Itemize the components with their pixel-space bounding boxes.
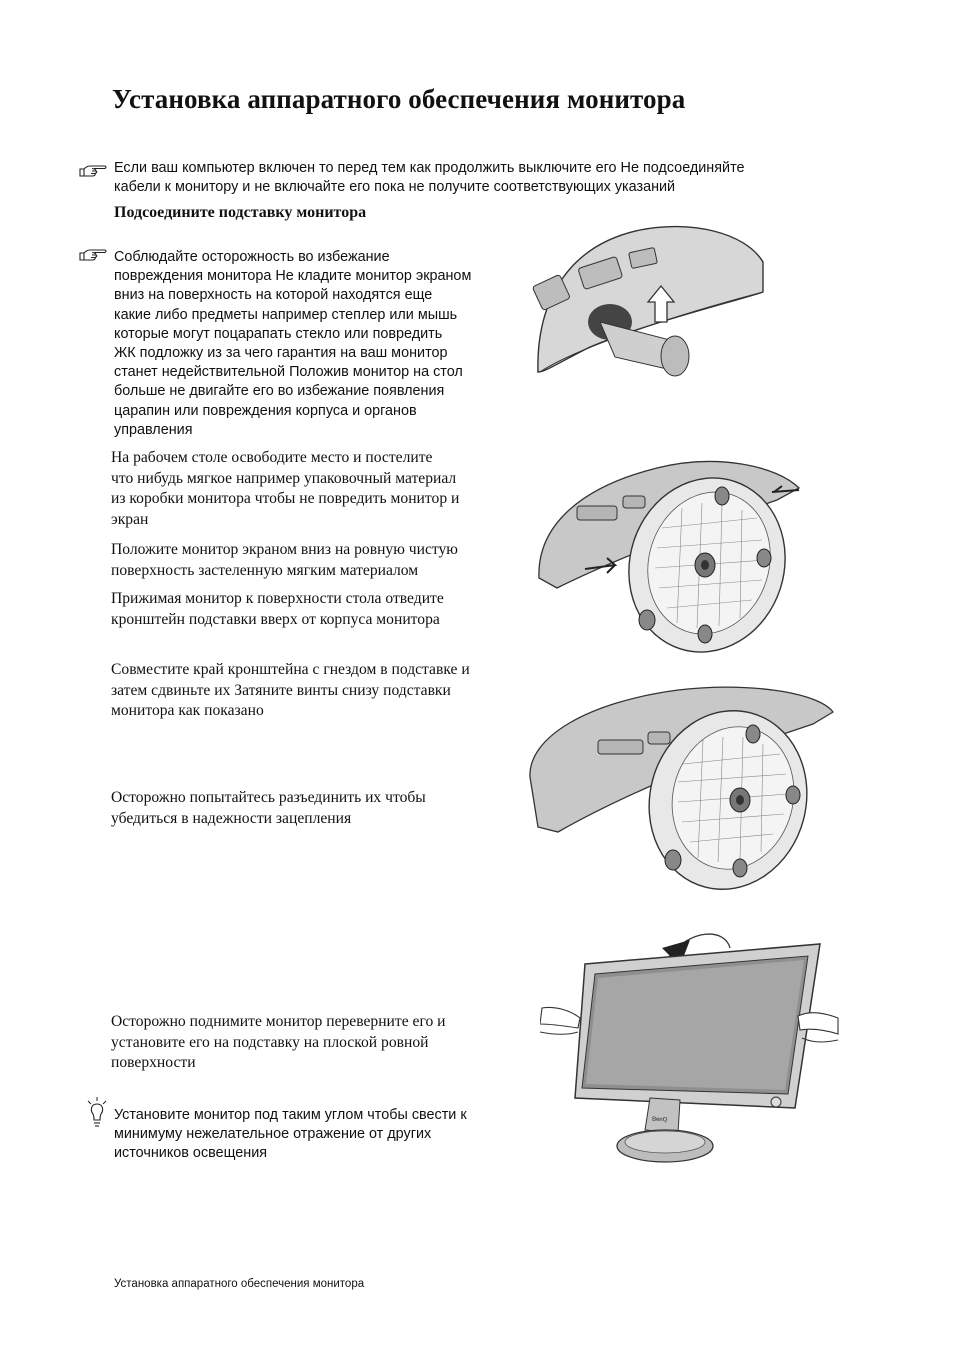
page-title: Установка аппаратного обеспечения монитора — [112, 84, 686, 114]
note-line: которые могут поцарапать стекло или повредить — [114, 325, 443, 342]
step-line: Прижимая монитор к поверхности стола отведите — [111, 590, 444, 607]
step-line: из коробки монитора чтобы не повредить монитор и — [111, 490, 460, 508]
note-line: повреждения монитора Не кладите монитор экраном — [114, 268, 472, 285]
step-line: поверхности — [111, 1054, 196, 1072]
tip-line: Установите монитор под таким углом чтобы свести к — [114, 1107, 467, 1123]
illustration-monitor-upright — [540, 928, 840, 1178]
illustration-base-attached — [528, 682, 838, 892]
step-stand-upright — [111, 1012, 446, 1074]
section-heading: Подсоедините подставку монитора — [114, 204, 367, 221]
step-line: На рабочем столе освободите место и постелите — [111, 449, 433, 466]
step-line: поверхность застеленную мягким материалом — [111, 561, 419, 579]
step-line: монитора как показано — [111, 702, 264, 720]
step-line: что нибудь мягкое например упаковочный материал — [111, 469, 457, 487]
step-attach-base — [111, 660, 470, 722]
step-line: Осторожно поднимите монитор переверните его и — [111, 1013, 446, 1030]
step-check-connection — [111, 788, 426, 829]
step-line: Совместите край кронштейна с гнездом в подставке и — [111, 661, 470, 678]
step-lay-monitor — [111, 540, 458, 581]
step-lift-arm — [111, 589, 444, 630]
note-line: Соблюдайте осторожность во избежание — [114, 249, 390, 265]
note-line: Если ваш компьютер включен то перед тем как продолжить выключите его Не подсоединяйте — [114, 160, 745, 176]
note-line: станет недействительной Положив монитор на стол — [114, 364, 463, 381]
note-line: кабели к монитору и не включайте его пока не получите соответствующих указаний — [114, 179, 676, 196]
step-line: экран — [111, 510, 149, 528]
illustration-base-rotate — [537, 448, 807, 653]
note-line: больше не двигайте его во избежание появления — [114, 383, 445, 400]
tip-line: минимуму нежелательное отражение от других — [114, 1126, 432, 1143]
note-line: царапин или повреждения корпуса и органов — [114, 402, 417, 419]
note-line: ЖК подложку из за чего гарантия на ваш монитор — [114, 345, 448, 362]
page-footer: Установка аппаратного обеспечения монитора — [114, 1278, 365, 1290]
step-prepare-surface — [111, 448, 459, 530]
tip-viewing-angle — [114, 1106, 467, 1164]
step-line: убедиться в надежности зацепления — [111, 809, 352, 827]
step-line: затем сдвиньте их Затяните винты снизу подставки — [111, 681, 451, 699]
monitor-brand-logo: BenQ — [651, 1116, 668, 1124]
pointing-hand-icon — [78, 247, 108, 263]
tip-line: источников освещения — [114, 1145, 268, 1162]
note-line: вниз на поверхность на которой находятся еще — [114, 287, 433, 304]
illustration-arm-release — [530, 222, 765, 382]
step-line: установите его на подставку на плоской ровной — [111, 1033, 429, 1051]
step-line: Положите монитор экраном вниз на ровную чистую — [111, 541, 458, 558]
note-line: какие либо предметы например степлер или мышь — [114, 306, 458, 323]
step-line: Осторожно попытайтесь разъединить их чтобы — [111, 789, 426, 806]
step-line: кронштейн подставки вверх от корпуса монитора — [111, 610, 440, 628]
lightbulb-icon — [85, 1096, 109, 1130]
note-caution-screen — [114, 248, 471, 440]
note-warning-power-off — [114, 159, 745, 197]
note-line: управления — [114, 421, 193, 438]
pointing-hand-icon — [78, 163, 108, 179]
